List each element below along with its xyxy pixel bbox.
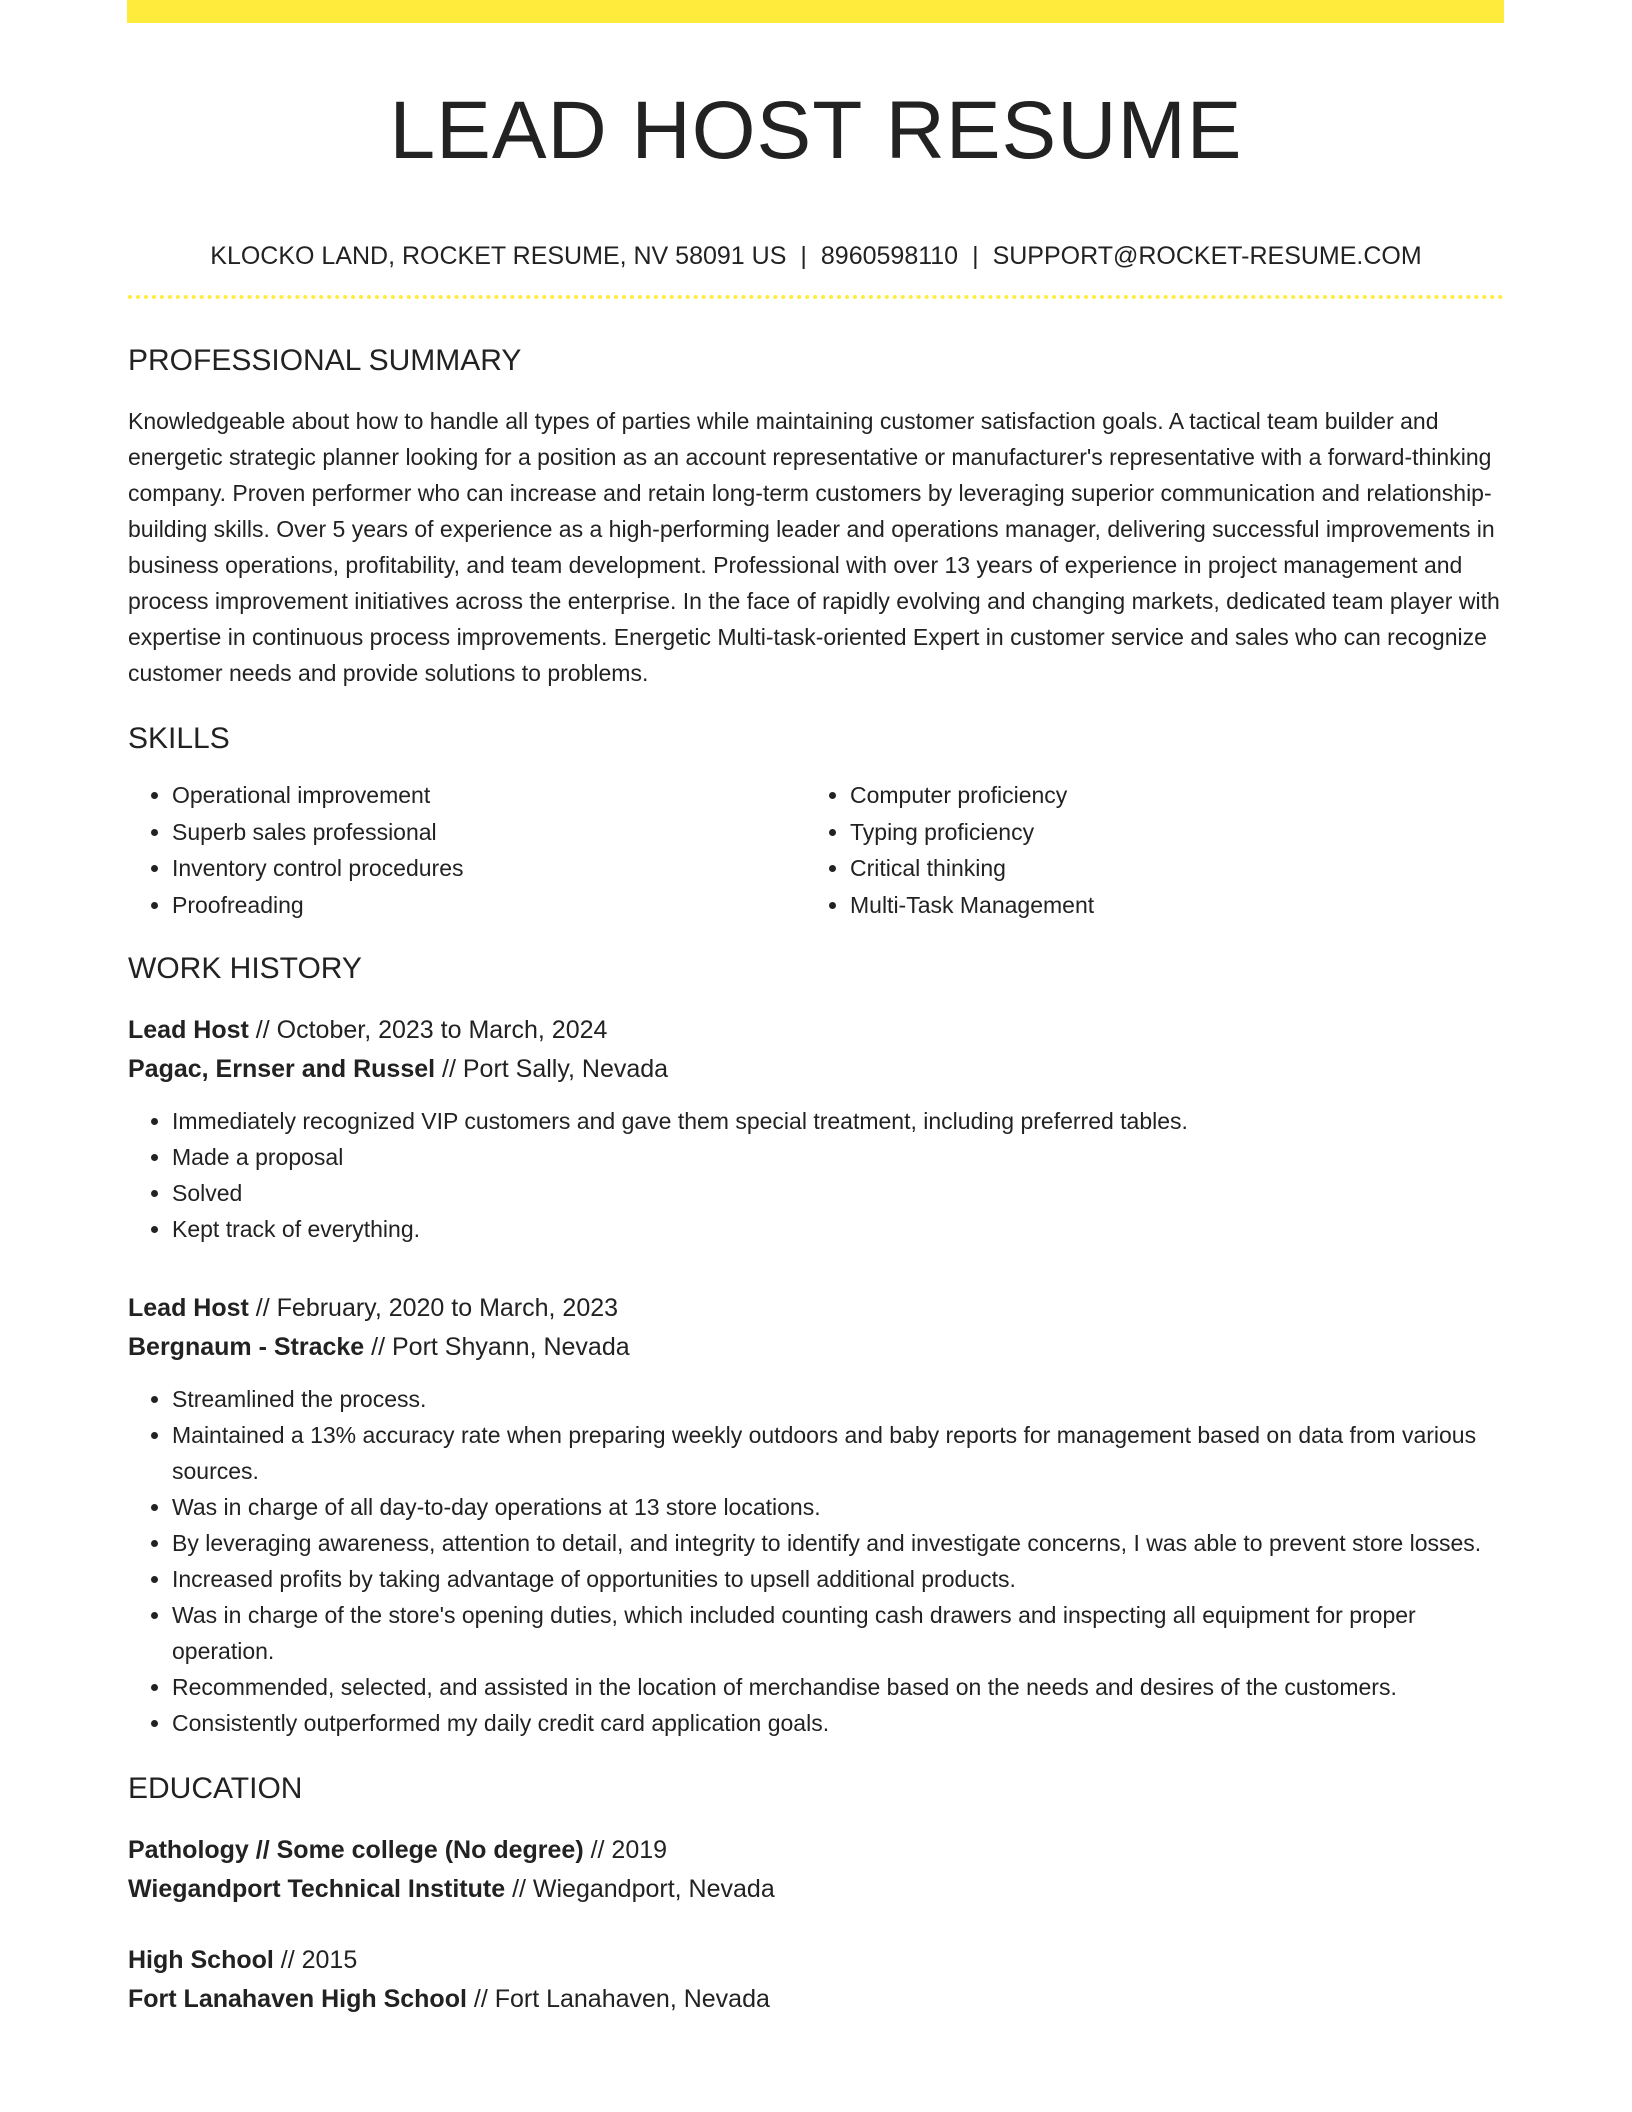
- job-bullet: • Consistently outperformed my daily credit card application goals.: [172, 1705, 1504, 1741]
- job-company: Pagac, Ernser and Russel: [128, 1055, 436, 1083]
- education-degree: Pathology // Some college (No degree): [128, 1836, 584, 1864]
- job-company-line: [128, 1328, 1504, 1367]
- education-degree-line: [128, 1831, 1504, 1870]
- job-entry: [128, 1289, 1504, 1741]
- accent-top-bar: [127, 0, 1504, 23]
- job-bullet: • Increased profits by taking advantage of opportunities to upsell additional products.: [172, 1561, 1504, 1597]
- education-degree: High School: [128, 1946, 274, 1974]
- education-year: // 2015: [273, 1946, 358, 1974]
- education-school: Wiegandport Technical Institute: [128, 1875, 506, 1903]
- job-bullet: • Was in charge of the store's opening duties, which included counting cash drawers and inspecting all equipment for proper operation.: [172, 1597, 1504, 1669]
- skills-heading: SKILLS: [128, 722, 230, 755]
- summary-heading: PROFESSIONAL SUMMARY: [128, 344, 522, 377]
- job-bullets: [128, 1381, 1504, 1741]
- job-title: Lead Host: [128, 1294, 249, 1322]
- skill-item: • Inventory control procedures: [172, 850, 806, 887]
- skill-item: • Critical thinking: [850, 850, 1484, 887]
- job-location: // Port Shyann, Nevada: [364, 1333, 630, 1361]
- skill-item: • Typing proficiency: [850, 814, 1484, 851]
- skill-item: • Computer proficiency: [850, 777, 1484, 814]
- skills-list-left: [128, 777, 806, 923]
- contact-separator: |: [800, 242, 807, 270]
- skills-grid: [128, 777, 1504, 923]
- job-bullets: [128, 1103, 1504, 1247]
- job-bullet: • By leveraging awareness, attention to detail, and integrity to identify and investigate concerns, I was able to prevent store losses.: [172, 1525, 1504, 1561]
- dotted-divider: [128, 295, 1504, 299]
- job-dates: // February, 2020 to March, 2023: [248, 1294, 619, 1322]
- job-location: // Port Sally, Nevada: [435, 1055, 669, 1083]
- job-bullet: • Immediately recognized VIP customers and gave them special treatment, including preferred tables.: [172, 1103, 1504, 1139]
- skill-item: • Multi-Task Management: [850, 887, 1484, 924]
- education-location: // Wiegandport, Nevada: [505, 1875, 775, 1903]
- education-school: Fort Lanahaven High School: [128, 1985, 467, 2013]
- job-company: Bergnaum - Stracke: [128, 1333, 365, 1361]
- skill-item: • Operational improvement: [172, 777, 806, 814]
- skills-list-right: [806, 777, 1484, 923]
- job-bullet: • Made a proposal: [172, 1139, 1504, 1175]
- education-location: // Fort Lanahaven, Nevada: [466, 1985, 770, 2013]
- education-year: // 2019: [583, 1836, 668, 1864]
- job-entry: [128, 1011, 1504, 1247]
- education-entry: [128, 1941, 1504, 2019]
- resume-title: LEAD HOST RESUME: [389, 85, 1243, 176]
- work-history-heading: WORK HISTORY: [128, 952, 362, 985]
- job-bullet: • Kept track of everything.: [172, 1211, 1504, 1247]
- skill-item: • Superb sales professional: [172, 814, 806, 851]
- education-school-line: [128, 1980, 1504, 2019]
- job-bullet: • Maintained a 13% accuracy rate when preparing weekly outdoors and baby reports for management based on data from various sources.: [172, 1417, 1504, 1489]
- skill-item: • Proofreading: [172, 887, 806, 924]
- education-heading: EDUCATION: [128, 1772, 303, 1805]
- job-bullet: • Was in charge of all day-to-day operations at 13 store locations.: [172, 1489, 1504, 1525]
- job-title-line: [128, 1289, 1504, 1328]
- resume-content: [128, 23, 1504, 2019]
- education-school-line: [128, 1870, 1504, 1909]
- summary-text: Knowledgeable about how to handle all types of parties while maintaining customer satisfaction goals. A tactical team builder and energetic strategic planner looking for a position as an account representative or manufacturer's representative with a forward-thinking company. Proven performer who can increase and retain long-term customers by leveraging superior communication and relationship-building skills. Over 5 years of experience as a high-performing leader and operations manager, delivering successful improvements in business operations, profitability, and team development. Professional with over 13 years of experience in project management and process improvement initiatives across the enterprise. In the face of rapidly evolving and changing markets, dedicated team player with expertise in continuous process improvements. Energetic Multi-task-oriented Expert in customer service and sales who can recognize customer needs and provide solutions to problems.: [128, 408, 1500, 686]
- contact-email: SUPPORT@ROCKET-RESUME.COM: [992, 242, 1422, 270]
- job-dates: // October, 2023 to March, 2024: [248, 1016, 608, 1044]
- education-entry: [128, 1831, 1504, 1909]
- job-bullet: • Recommended, selected, and assisted in the location of merchandise based on the needs and desires of the customers.: [172, 1669, 1504, 1705]
- job-title: Lead Host: [128, 1016, 249, 1044]
- job-bullet: • Streamlined the process.: [172, 1381, 1504, 1417]
- education-degree-line: [128, 1941, 1504, 1980]
- job-bullet: • Solved: [172, 1175, 1504, 1211]
- job-title-line: [128, 1011, 1504, 1050]
- contact-line: [128, 239, 1504, 273]
- contact-separator: |: [972, 242, 979, 270]
- contact-address: KLOCKO LAND, ROCKET RESUME, NV 58091 US: [210, 242, 787, 270]
- job-company-line: [128, 1050, 1504, 1089]
- contact-phone: 8960598110: [820, 242, 959, 270]
